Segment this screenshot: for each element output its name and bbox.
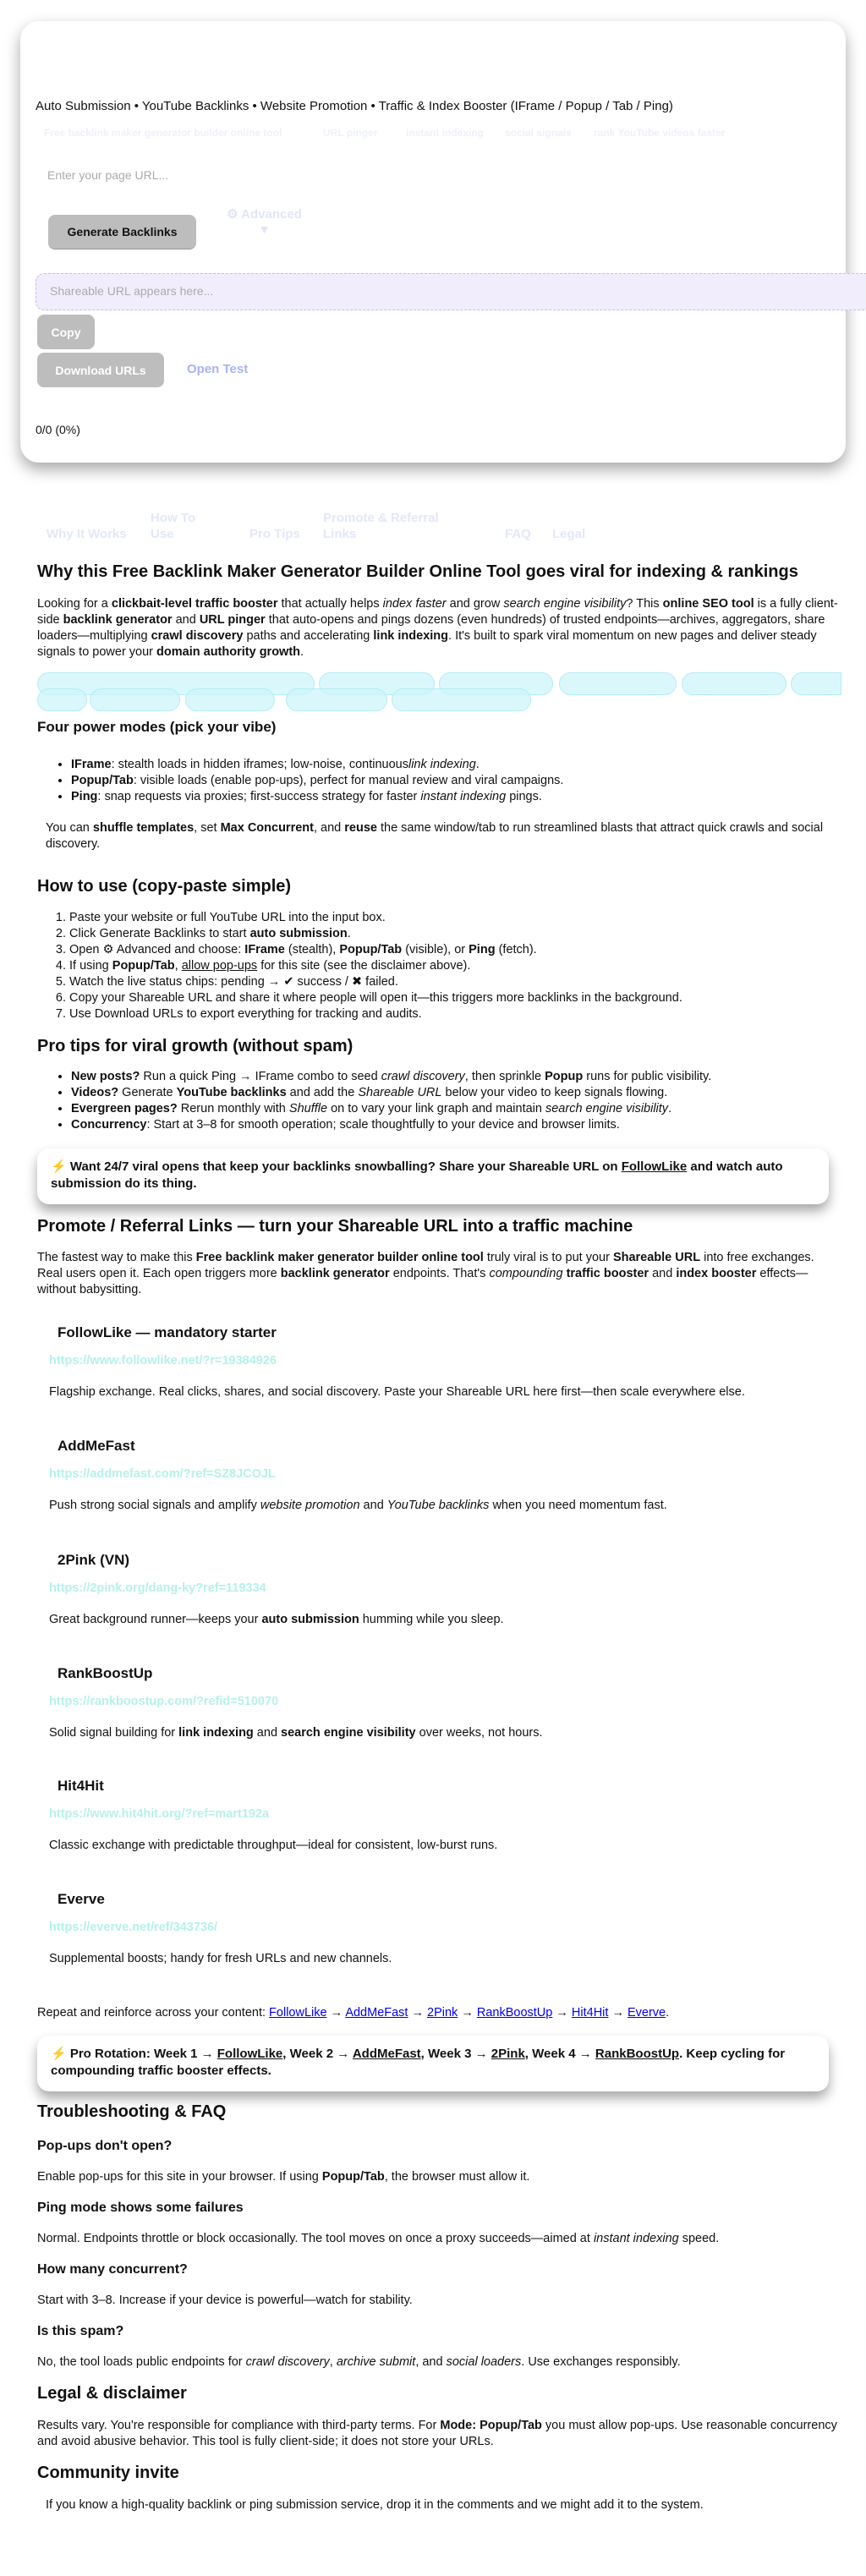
tips-list	[37, 1069, 841, 1133]
text-segment: and watch auto submission do its thing.	[51, 1159, 783, 1191]
list-item	[69, 1006, 839, 1022]
referral-site-desc	[49, 1498, 852, 1514]
legal-text	[37, 2418, 841, 2450]
text-segment: endpoints. That's	[389, 1267, 490, 1280]
status-chip	[392, 688, 531, 711]
emphasis-text: link indexing	[373, 629, 449, 643]
referral-link[interactable]: https://rankboostup.com/?refid=510070	[49, 1695, 279, 1708]
howto-steps	[36, 910, 839, 1022]
emphasis-text: compounding	[489, 1267, 563, 1280]
emphasis-text: IFrame	[244, 943, 285, 956]
text-segment: Enable pop-ups for this site in your browser. If using	[37, 2170, 322, 2184]
inline-link[interactable]: RankBoostUp	[476, 2006, 553, 2020]
faq-question: Ping mode shows some failures	[37, 2201, 244, 2215]
tool-subtitle: Auto Submission • YouTube Backlinks • Website Promotion • Traffic & Index Booster (IFrame / Popup / Tab / Ping)	[36, 99, 673, 113]
text-segment: .	[668, 1102, 672, 1115]
status-chip	[682, 672, 787, 695]
faq-question: How many concurrent?	[37, 2262, 188, 2277]
emphasis-text: clickbait-level traffic booster	[111, 597, 278, 611]
chevron-down-icon: ▾	[260, 222, 268, 237]
emphasis-text: auto submission	[261, 1613, 359, 1626]
text-segment: Generate	[118, 1086, 177, 1099]
text-segment: that actually helps	[277, 597, 383, 611]
text-segment: Open ⚙ Advanced and choose:	[69, 943, 245, 956]
text-segment: , Week 3 →	[420, 2047, 491, 2061]
emphasis-text: YouTube backlinks	[176, 1086, 287, 1099]
text-segment: Use Download URLs to export everything for tracking and audits.	[69, 1007, 422, 1021]
text-segment: over weeks, not hours.	[415, 1726, 543, 1740]
page-url-input[interactable]	[47, 163, 555, 187]
list-item	[69, 910, 839, 926]
inline-link[interactable]: 2Pink	[491, 2047, 525, 2061]
emphasis-text: Shareable URL	[612, 1251, 701, 1264]
nav-why-it-works[interactable]: Why It Works	[47, 527, 127, 541]
emphasis-text: YouTube backlinks	[386, 1499, 490, 1512]
text-segment: ⚡ Want 24/7 viral opens that keep your backlinks snowballing? Share your Shareable URL on	[51, 1159, 622, 1174]
status-chip	[791, 672, 841, 695]
text-segment: Push strong social signals and amplify	[49, 1499, 260, 1512]
keyword-link[interactable]: URL pinger	[323, 127, 378, 139]
emphasis-text: backlink generator	[280, 1267, 390, 1280]
status-chip	[286, 688, 387, 711]
text-segment: ⚡ Pro Rotation: Week 1 →	[51, 2047, 217, 2061]
inline-link[interactable]: allow pop-ups	[181, 959, 258, 973]
emphasis-text: Popup	[545, 1070, 584, 1083]
text-segment: : Start at 3–8 for smooth operation; scale thoughtfully to your device and browser limits.	[146, 1118, 620, 1132]
emphasis-text: archive submit	[336, 2355, 416, 2369]
text-segment: and	[172, 613, 200, 627]
text-segment: below your video to keep signals flowing.	[441, 1086, 668, 1099]
text-segment: Flagship exchange. Real clicks, shares, and social discovery. Paste your Shareable URL here first—then scale everywhere else.	[49, 1385, 745, 1399]
emphasis-text: search engine visibility	[503, 597, 627, 611]
text-segment: Classic exchange with predictable throughput—ideal for consistent, low-burst runs.	[49, 1839, 498, 1852]
text-segment: .	[300, 645, 304, 659]
text-segment: and	[359, 1499, 387, 1512]
list-item	[71, 789, 841, 805]
text-segment: Watch the live status chips: pending → ✔ success / ✖ failed.	[69, 975, 398, 989]
referral-site-desc	[49, 1838, 852, 1854]
text-segment: →	[458, 2006, 477, 2020]
text-segment: →	[552, 2006, 572, 2020]
modes-title: Four power modes (pick your vibe)	[37, 719, 277, 735]
text-segment: Supplemental boosts; handy for fresh URLs and new channels.	[49, 1952, 392, 1965]
list-item	[71, 1117, 841, 1133]
inline-link[interactable]: 2Pink	[427, 2006, 458, 2020]
emphasis-text: index faster	[382, 597, 447, 611]
status-chip	[37, 688, 87, 711]
referral-site-name: RankBoostUp	[58, 1665, 153, 1681]
referral-link[interactable]: https://www.hit4hit.org/?ref=mart192a	[49, 1807, 270, 1821]
referral-site-desc	[49, 1951, 852, 1967]
text-segment: : stealth loads in hidden iframes; low-noise, continuous	[111, 758, 408, 771]
text-segment: →	[608, 2006, 628, 2020]
inline-link[interactable]: Everve	[627, 2006, 666, 2020]
faq-answer	[37, 2169, 841, 2185]
text-segment: you must allow pop-ups. Use reasonable concurrency and avoid abusive behavior. This tool is fully client-side; it does not store your URLs.	[37, 2419, 837, 2448]
referral-site-name: 2Pink (VN)	[58, 1552, 130, 1568]
emphasis-text: index booster	[676, 1267, 757, 1280]
list-item	[69, 958, 839, 974]
emphasis-text: crawl discovery	[245, 2355, 330, 2369]
why-title: Why this Free Backlink Maker Generator Builder Online Tool goes viral for indexing & rankings	[37, 562, 798, 581]
status-chip	[90, 688, 180, 711]
text-segment: (visible), or	[402, 943, 469, 956]
text-segment: .	[666, 2006, 670, 2020]
emphasis-text: link indexing	[178, 1726, 254, 1740]
emphasis-text: Mode: Popup/Tab	[440, 2419, 542, 2432]
legal-title: Legal & disclaimer	[37, 2384, 187, 2403]
list-item	[71, 1069, 841, 1085]
text-segment: ,	[174, 959, 182, 973]
referral-site-name: Everve	[58, 1891, 105, 1907]
text-segment: runs for public visibility.	[583, 1070, 712, 1083]
list-item	[71, 757, 841, 773]
text-segment: pings.	[506, 790, 542, 803]
text-segment: , Week 4 →	[524, 2047, 595, 2061]
text-segment: is a fully client-side	[37, 597, 838, 627]
repeat-line	[37, 2005, 841, 2021]
referral-site-name: FollowLike — mandatory starter	[58, 1324, 277, 1340]
emphasis-text: backlink generator	[63, 613, 173, 627]
text-segment: humming while you sleep.	[359, 1613, 504, 1626]
emphasis-text: reuse	[344, 821, 377, 835]
emphasis-text: instant indexing	[420, 790, 507, 803]
emphasis-text: Evergreen pages?	[71, 1102, 178, 1115]
emphasis-text: IFrame	[71, 758, 112, 771]
copy-button[interactable]: Copy	[37, 315, 95, 349]
inline-link[interactable]: FollowLike	[621, 1159, 688, 1174]
emphasis-text: Popup/Tab	[112, 959, 175, 973]
text-segment: into free exchanges. Real users open it. Each open triggers more	[37, 1251, 814, 1280]
text-segment: . Keep cycling for compounding traffic booster effects.	[51, 2047, 786, 2078]
emphasis-text: Max Concurrent	[220, 821, 314, 835]
text-segment: . Use exchanges responsibly.	[521, 2355, 681, 2369]
referral-link[interactable]: https://www.followlike.net/?r=19384926	[49, 1354, 277, 1367]
text-segment: , then sprinkle	[464, 1070, 545, 1083]
inline-link[interactable]: FollowLike	[216, 2047, 283, 2061]
text-segment: You can	[46, 821, 93, 835]
text-segment: Run a quick Ping → IFrame combo to seed	[140, 1070, 381, 1083]
text-segment: , the browser must allow it.	[384, 2170, 530, 2184]
promote-paragraph	[37, 1250, 841, 1298]
emphasis-text: crawl discovery	[381, 1070, 465, 1083]
text-segment: that auto-opens and pings dozens (even hundreds) of trusted endpoints—archives, aggregators, share loaders—multiplying	[37, 613, 825, 643]
status-chip	[559, 672, 677, 695]
emphasis-text: Popup/Tab	[339, 943, 403, 956]
text-segment: (fetch).	[495, 943, 537, 956]
text-segment: Solid signal building for	[49, 1726, 179, 1740]
emphasis-text: Free backlink maker generator builder online tool	[195, 1251, 484, 1264]
promote-title: Promote / Referral Links — turn your Shareable URL into a traffic machine	[37, 1217, 633, 1236]
text-segment: the same window/tab to run streamlined blasts that attract quick crawls and social discovery.	[46, 821, 824, 851]
referral-link[interactable]: https://addmefast.com/?ref=SZ8JCOJL	[49, 1467, 276, 1481]
advanced-toggle[interactable]	[224, 206, 304, 237]
text-segment: paths and accelerating	[243, 629, 374, 643]
download-urls-button[interactable]: Download URLs	[37, 353, 164, 387]
text-segment: on to vary your link graph and maintain	[327, 1102, 545, 1115]
text-segment: truly viral is to put your	[483, 1251, 613, 1264]
referral-site-name: Hit4Hit	[58, 1778, 104, 1794]
text-segment: Repeat and reinforce across your content:	[37, 2006, 270, 2020]
list-item	[71, 773, 841, 789]
nav-how-to-use[interactable]: How To Use	[151, 511, 196, 541]
text-segment: and	[649, 1267, 677, 1280]
referral-link[interactable]: https://everve.net/ref/343736/	[49, 1921, 218, 1934]
text-segment: when you need momentum fast.	[489, 1499, 667, 1512]
list-item	[69, 990, 839, 1006]
text-segment: →	[408, 2006, 428, 2020]
modes-list	[37, 757, 841, 805]
text-segment: Results vary. You're responsible for compliance with third-party terms. For	[37, 2419, 441, 2432]
list-item	[71, 1085, 841, 1101]
emphasis-text: Videos?	[71, 1086, 119, 1099]
text-segment: Click Generate Backlinks to start	[69, 927, 250, 940]
emphasis-text: shuffle templates	[92, 821, 195, 835]
advanced-label: ⚙ Advanced	[227, 207, 302, 222]
emphasis-text: Shareable URL	[358, 1086, 442, 1099]
inline-link[interactable]: FollowLike	[269, 2006, 327, 2020]
emphasis-text: URL pinger	[199, 613, 266, 627]
text-segment: , set	[194, 821, 221, 835]
text-segment: and add the	[286, 1086, 359, 1099]
text-segment: ,	[329, 2355, 337, 2369]
faq-title: Troubleshooting & FAQ	[37, 2102, 227, 2121]
emphasis-text: social loaders	[446, 2355, 522, 2369]
list-item	[69, 942, 839, 958]
nav-legal[interactable]: Legal	[552, 527, 586, 541]
emphasis-text: auto submission	[249, 927, 348, 940]
text-segment: Copy your Shareable URL and share it where people will open it—this triggers more backlinks in the background.	[69, 991, 682, 1005]
emphasis-text: traffic booster	[566, 1267, 650, 1280]
referral-site-desc	[49, 1612, 852, 1628]
list-item	[69, 974, 839, 990]
text-segment: Paste your website or full YouTube URL into the input box.	[69, 911, 386, 924]
text-segment: : snap requests via proxies; first-success strategy for faster	[97, 790, 421, 803]
shareable-url-field[interactable]: Shareable URL appears here...	[36, 273, 866, 310]
referral-site-name: AddMeFast	[58, 1438, 135, 1454]
text-segment: ? This	[626, 597, 663, 611]
text-segment: and	[253, 1726, 282, 1740]
faq-answer	[37, 2293, 841, 2309]
why-paragraph	[37, 596, 841, 660]
community-title: Community invite	[37, 2464, 179, 2482]
generate-backlinks-button[interactable]: Generate Backlinks	[48, 215, 196, 249]
rotation-callout	[37, 2036, 829, 2091]
text-segment: : visible loads (enable pop-ups), perfect for manual review and viral campaigns.	[133, 774, 564, 787]
emphasis-text: link indexing	[408, 758, 476, 771]
text-segment: . It's built to spark viral momentum on new pages and deliver steady signals to power your	[37, 629, 817, 659]
faq-answer	[37, 2354, 841, 2370]
emphasis-text: Shuffle	[288, 1102, 328, 1115]
emphasis-text: Popup/Tab	[321, 2170, 385, 2184]
status-chip	[185, 688, 275, 711]
text-segment: No, the tool loads public endpoints for	[37, 2355, 246, 2369]
nav-faq[interactable]: FAQ	[505, 527, 531, 541]
text-segment: , Week 2 →	[282, 2047, 353, 2061]
text-segment: Looking for a	[37, 597, 112, 611]
text-segment: →	[326, 2006, 346, 2020]
tips-title: Pro tips for viral growth (without spam)	[37, 1037, 354, 1055]
keyword-link[interactable]: instant indexing	[406, 127, 485, 139]
open-test-link[interactable]: Open Test	[187, 362, 249, 376]
nav-promote-referral[interactable]: Promote & Referral Links	[323, 511, 439, 541]
emphasis-text: search engine visibility	[545, 1102, 669, 1115]
faq-answer	[37, 2231, 841, 2247]
text-segment: Great background runner—keeps your	[49, 1613, 262, 1626]
keyword-link[interactable]: rank YouTube videos faster	[594, 127, 726, 139]
text-segment: .	[475, 758, 480, 771]
nav-pro-tips[interactable]: Pro Tips	[249, 527, 300, 541]
text-segment: .	[347, 927, 351, 940]
keyword-link[interactable]: social signals	[505, 127, 572, 139]
text-segment: Start with 3–8. Increase if your device is powerful—watch for stability.	[37, 2294, 413, 2307]
inline-link[interactable]: RankBoostUp	[595, 2047, 680, 2061]
text-segment: speed.	[678, 2232, 720, 2245]
keyword-link[interactable]: Free backlink maker generator builder online tool	[44, 127, 282, 139]
list-item	[71, 1101, 841, 1117]
howto-title: How to use (copy-paste simple)	[37, 877, 292, 896]
emphasis-text: Popup/Tab	[71, 774, 134, 787]
text-segment: Rerun monthly with	[177, 1102, 289, 1115]
emphasis-text: Ping	[469, 943, 496, 956]
emphasis-text: crawl discovery	[151, 629, 244, 643]
emphasis-text: New posts?	[71, 1070, 140, 1083]
text-segment: , and	[415, 2355, 447, 2369]
emphasis-text: website promotion	[260, 1499, 360, 1512]
faq-question: Pop-ups don't open?	[37, 2139, 173, 2153]
emphasis-text: online SEO tool	[662, 597, 754, 611]
text-segment: (stealth),	[284, 943, 340, 956]
emphasis-text: Concurrency	[71, 1118, 147, 1132]
community-text: If you know a high-quality backlink or ping submission service, drop it in the comments and we might add it to the system.	[46, 2498, 704, 2512]
emphasis-text: Ping	[71, 790, 98, 803]
followlike-callout	[37, 1148, 829, 1204]
progress-counter: 0/0 (0%)	[36, 423, 80, 436]
text-segment: The fastest way to make this	[37, 1251, 196, 1264]
emphasis-text: search engine visibility	[281, 1726, 416, 1740]
inline-link[interactable]: AddMeFast	[345, 2006, 408, 2020]
referral-site-desc	[49, 1725, 852, 1741]
text-segment: , and	[313, 821, 345, 835]
faq-question: Is this spam?	[37, 2324, 124, 2338]
shuffle-paragraph	[46, 820, 849, 852]
inline-link[interactable]: AddMeFast	[352, 2047, 421, 2061]
emphasis-text: domain authority growth	[156, 645, 301, 659]
referral-site-desc	[49, 1384, 852, 1400]
emphasis-text: instant indexing	[593, 2232, 679, 2245]
referral-link[interactable]: https://2pink.org/dang-ky?ref=119334	[49, 1581, 266, 1595]
inline-link[interactable]: Hit4Hit	[571, 2006, 609, 2020]
text-segment: Normal. Endpoints throttle or block occasionally. The tool moves on once a proxy succeeds—aimed at	[37, 2232, 594, 2245]
text-segment: for this site (see the disclaimer above).	[257, 959, 471, 973]
list-item	[69, 926, 839, 942]
text-segment: If using	[69, 959, 112, 973]
text-segment: effects—without babysitting.	[37, 1267, 808, 1296]
text-segment: and grow	[446, 597, 504, 611]
